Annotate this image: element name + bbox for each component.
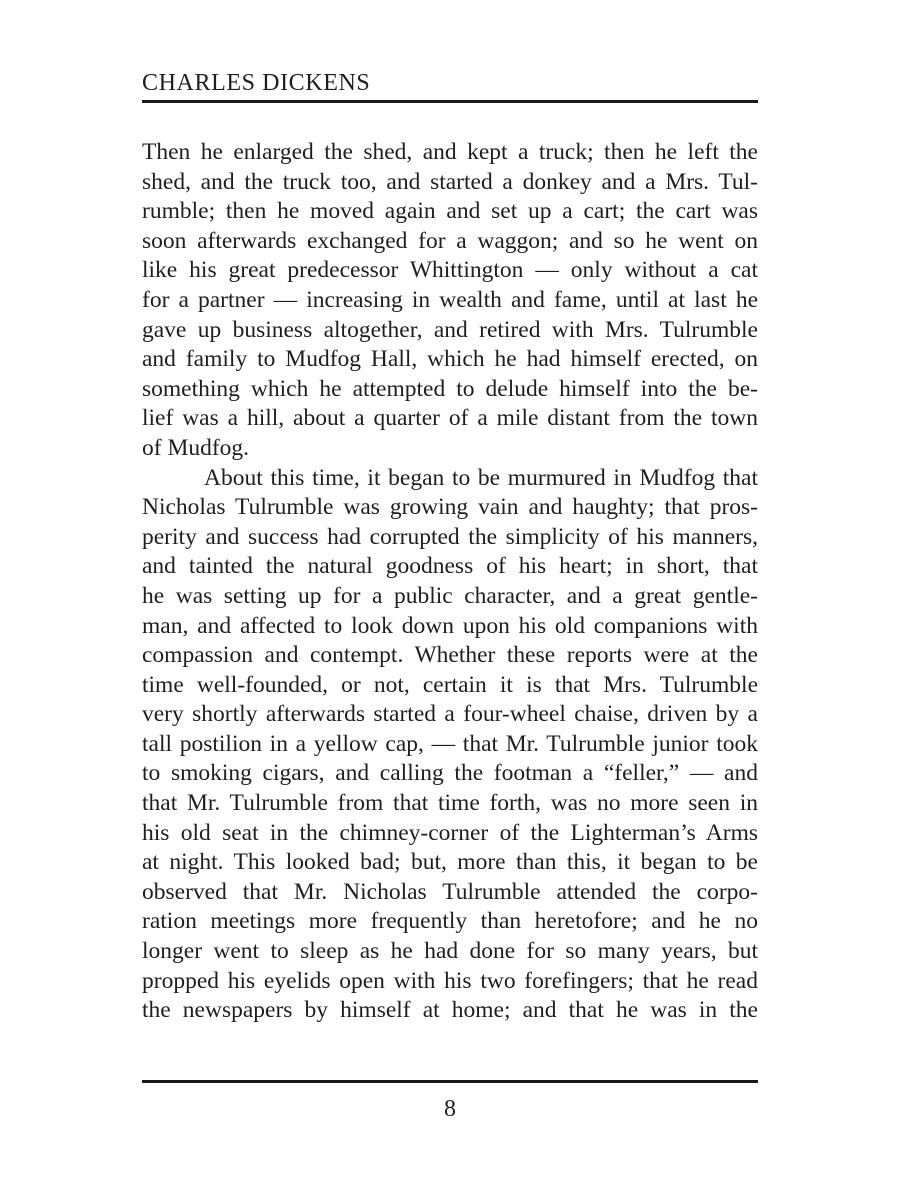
text-line: tall postilion in a yellow cap, — that Mr. Tulrumble junior took [142,730,758,757]
text-line: time well-founded, or not, certain it is that Mrs. Tulrumble [142,671,758,698]
text-line: perity and success had corrupted the simplicity of his manners, [142,523,758,550]
text-line: lief was a hill, about a quarter of a mile distant from the town [142,405,758,432]
text-line: soon afterwards exchanged for a waggon; and so he went on [142,227,758,254]
text-line: propped his eyelids open with his two forefingers; that he read [142,967,758,994]
text-line: that Mr. Tulrumble from that time forth, was no more seen in [142,790,758,817]
body-text [142,138,758,1026]
text-line: of Mudfog. [142,434,250,461]
header-rule [142,100,758,103]
text-line: Nicholas Tulrumble was growing vain and haughty; that pros- [142,494,758,521]
text-line: observed that Mr. Nicholas Tulrumble attended the corpo- [142,878,758,905]
text-line: rumble; then he moved again and set up a cart; the cart was [142,198,758,225]
text-line: to smoking cigars, and calling the footman a “feller,” — and [142,760,758,787]
text-line: longer went to sleep as he had done for so many years, but [142,938,758,965]
text-line: shed, and the truck too, and started a donkey and a Mrs. Tul- [142,168,758,195]
page-number: 8 [444,1096,456,1122]
text-line: About this time, it began to be murmured in Mudfog that [204,464,758,491]
text-line: ration meetings more frequently than heretofore; and he no [142,908,758,935]
text-line: like his great predecessor Whittington — only without a cat [142,257,758,284]
text-line: Then he enlarged the shed, and kept a truck; then he left the [142,139,758,165]
text-line: compassion and contempt. Whether these reports were at the [142,642,758,669]
text-line: and family to Mudfog Hall, which he had himself erected, on [142,346,758,373]
text-line: man, and affected to look down upon his old companions with [142,612,758,639]
text-line: he was setting up for a public character, and a great gentle- [142,582,758,609]
text-line: his old seat in the chimney-corner of the Lighterman’s Arms [142,819,758,846]
text-line: the newspapers by himself at home; and that he was in the [142,997,758,1024]
text-line: very shortly afterwards started a four-wheel chaise, driven by a [142,701,758,728]
text-line: at night. This looked bad; but, more than this, it began to be [142,849,758,876]
text-line: gave up business altogether, and retired with Mrs. Tulrumble [142,316,758,343]
running-head: CHARLES DICKENS [142,70,371,96]
text-line: something which he attempted to delude himself into the be- [142,375,758,402]
text-line: and tainted the natural goodness of his heart; in short, that [142,553,758,580]
text-line: for a partner — increasing in wealth and fame, until at last he [142,286,758,313]
footer-rule [142,1080,758,1083]
